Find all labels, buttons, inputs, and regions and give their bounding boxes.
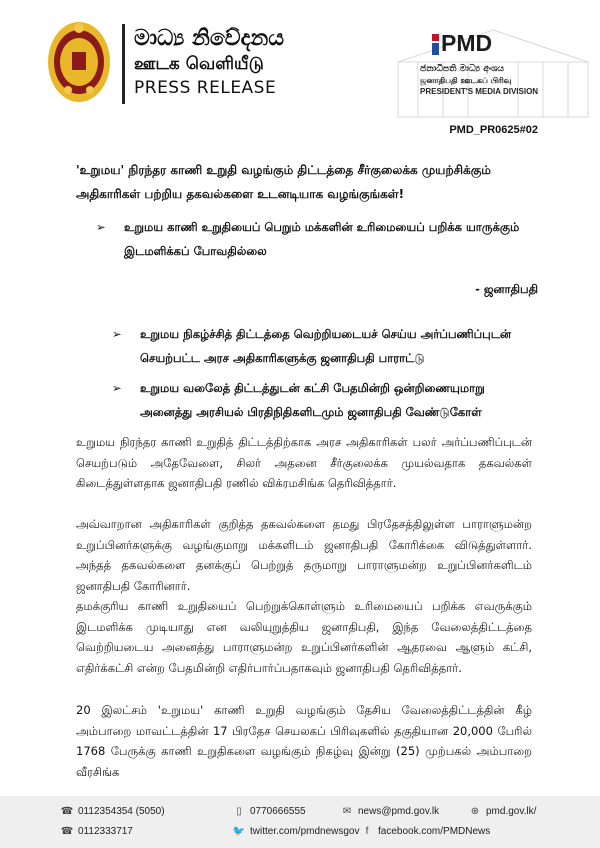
phone-icon: ☎ bbox=[60, 806, 74, 817]
header-divider bbox=[122, 24, 125, 104]
arrow-icon: ➢ bbox=[96, 220, 106, 234]
fax-icon: ☎ bbox=[60, 826, 74, 837]
email-icon: ✉ bbox=[342, 806, 352, 817]
pmd-logo-blue-square bbox=[432, 43, 439, 55]
website-link[interactable] bbox=[468, 806, 536, 817]
mobile-icon: ▯ bbox=[236, 806, 242, 817]
division-sinhala: ජනාධිපති මාධ්‍ය අංශය bbox=[420, 64, 505, 74]
body-paragraph-4: 20 இலட்சம் 'உறுமய' காணி உறுதி வழங்கும் தேசிய வேலைத்திட்டத்தின் கீழ் அம்பாறை மாவட்டத்தின் 17 பிரதேச செயலகப் பிரிவுகளில் தகுதியான 20,000 பேரில் 1768 பேருக்கு காணி உறுதிகளை வழங்கும் நிகழ்வு இன்று (25) முற்பகல் அம்பாறை வீரசிங்க bbox=[76, 703, 532, 779]
bullet-text: உறுமய வலேைத் திட்டத்துடன் கட்சி பேதமின்றி ஒன்றிணையுமாறு அனைத்து அரசியல் பிரதிநிதிகளிடமும் ஜனாதிபதி வேண்டுகோள் bbox=[140, 381, 485, 419]
website-url: pmd.gov.lk/ bbox=[486, 806, 537, 817]
facebook-page: facebook.com/PMDNews bbox=[378, 826, 491, 837]
letterhead bbox=[0, 0, 600, 120]
arrow-icon: ➢ bbox=[112, 327, 122, 341]
highlight-bullet-3 bbox=[112, 376, 532, 424]
email-address: news@pmd.gov.lk bbox=[358, 806, 440, 817]
highlight-bullet-2 bbox=[112, 322, 532, 370]
globe-icon: ⊕ bbox=[470, 806, 480, 817]
phone-contact bbox=[60, 806, 165, 817]
twitter-link[interactable] bbox=[232, 826, 360, 837]
mobile-contact bbox=[232, 806, 306, 817]
body-paragraph-1: உறுமய நிரந்தர காணி உறுதித் திட்டத்திற்காக அரச அதிகாரிகள் பலர் அர்ப்பணிப்புடன் செயற்படும் அதேவேளை, சிலர் அதனை சீர்குலைக்க முயல்வதாக தகவல்கள் கிடைத்துள்ளதாக ஜனாதிபதி ரணில் விக்ரமசிங்க தெரிவித்தார். bbox=[76, 435, 532, 490]
body-paragraph-2: அவ்வாறான அதிகாரிகள் குறித்த தகவல்களை தமது பிரதேசத்திலுள்ள பாராளுமன்ற உறுப்பினர்களுக்கு வழங்குமாறு மக்களிடம் ஜனாதிபதி கோரிக்கை விடுத்துள்ளார். அந்தத் தகவல்களை தனக்குப் பெற்றுத் தருமாறு பாராளுமன்ற உறுப்பினர்களிடம் ஜனாதிபதி கோரினார். bbox=[76, 517, 532, 593]
press-release-reference: PMD_PR0625#02 bbox=[449, 124, 538, 136]
pmd-logo-red-square bbox=[432, 34, 439, 41]
press-release-title: 'உறுமய' நிரந்தர காணி உறுதி வழங்கும் திட்டத்தை சீர்குலைக்க முயற்சிக்கும் அதிகாரிகள் பற்றிய தகவல்களை உடனடியாக வழங்குங்கள்! bbox=[76, 163, 491, 201]
bullet-text: உறுமய நிகழ்ச்சித் திட்டத்தை வெற்றியடையச் செய்ய அர்ப்பணிப்புடன் செயற்பட்ட அரச அதிகாரிகளுக்கு ஜனாதிபதி பாராட்டு bbox=[140, 327, 512, 365]
fax-contact bbox=[60, 826, 133, 837]
phone-number: 0112354354 (5050) bbox=[78, 806, 165, 817]
twitter-icon: 🐦 bbox=[232, 826, 246, 837]
sri-lanka-emblem-icon bbox=[46, 18, 112, 104]
mobile-number: 0770666555 bbox=[250, 806, 306, 817]
division-english: PRESIDENT'S MEDIA DIVISION bbox=[420, 87, 539, 96]
bullet-text: உறுமய காணி உறுதியைப் பெறும் மக்களின் உரிமையைப் பறிக்க யாருக்கும் இடமளிக்கப் போவதில்லை bbox=[124, 220, 520, 258]
tamil-title: ஊடக வெளியீடு bbox=[134, 54, 264, 74]
contact-footer bbox=[0, 796, 600, 848]
fax-number: 0112333717 bbox=[78, 826, 133, 837]
facebook-link[interactable] bbox=[360, 826, 490, 837]
division-tamil: ஜனாதிபதி ஊடகப் பிரிவு bbox=[420, 76, 512, 85]
sinhala-title: මාධ්‍ය නිවේදනය bbox=[134, 26, 285, 51]
body-paragraph-3: தமக்குரிய காணி உறுதியைப் பெற்றுக்கொள்ளும் உரிமையைப் பறிக்க எவருக்கும் இடமளிக்க முடியாது என வலியுறுத்திய ஜனாதிபதி, இந்த வேலைத்திட்டத்தை வெற்றியடைய அனைத்து பாராளுமன்ற உறுப்பினர்களின் ஆதரவை ஆளும் கட்சி, எதிர்க்கட்சி என்ற பேதமின்றி எதிர்பார்ப்பதாகவும் ஜனாதிபதி தெரிவித்தார். bbox=[76, 599, 532, 675]
facebook-icon: f bbox=[365, 826, 369, 837]
english-title: PRESS RELEASE bbox=[134, 78, 277, 98]
twitter-handle: twitter.com/pmdnewsgov bbox=[250, 826, 360, 837]
attribution: - ஜனாதிபதி bbox=[475, 282, 538, 296]
pmd-logo-text: PMD bbox=[441, 30, 493, 56]
email-link[interactable] bbox=[340, 806, 439, 817]
highlight-bullet-1 bbox=[96, 215, 532, 263]
arrow-icon: ➢ bbox=[112, 381, 122, 395]
